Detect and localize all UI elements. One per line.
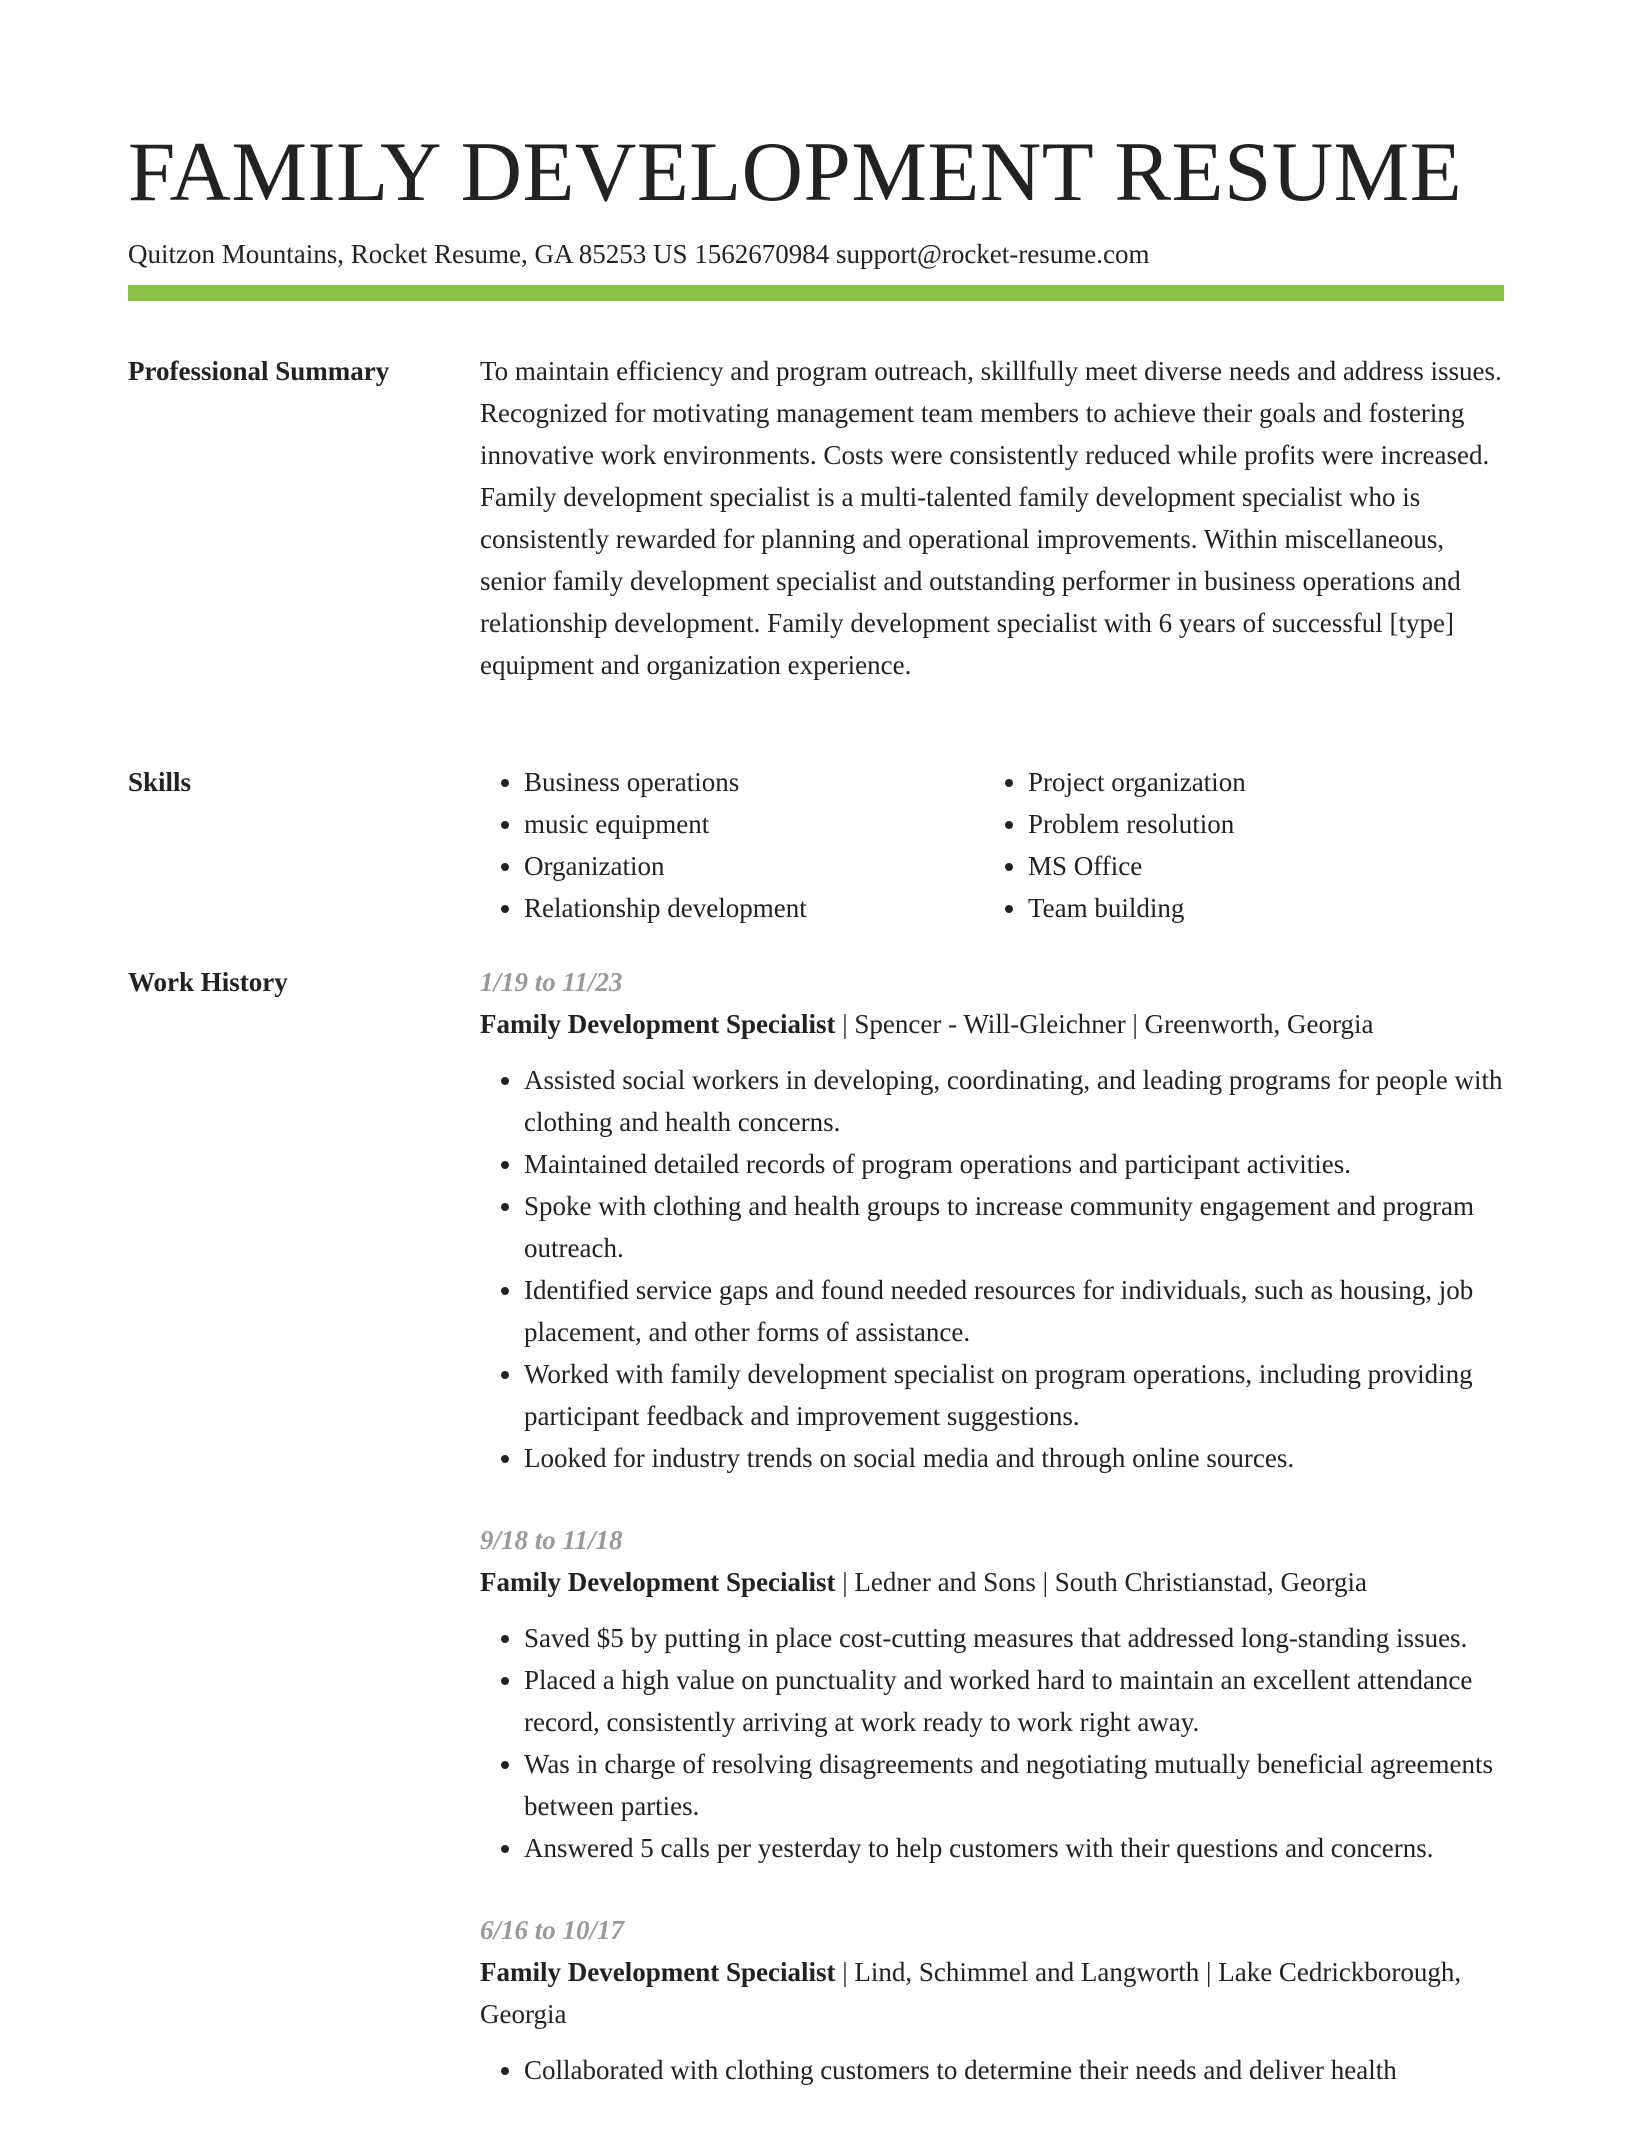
job-details: | Ledner and Sons | South Christianstad, Georgia xyxy=(835,1567,1367,1597)
job-bullet: • Looked for industry trends on social media and through online sources. xyxy=(524,1437,1504,1479)
job-entry xyxy=(480,1519,1504,1869)
job-bullet: • Answered 5 calls per yesterday to help customers with their questions and concerns. xyxy=(524,1827,1504,1869)
resume-title: FAMILY DEVELOPMENT RESUME xyxy=(128,125,1463,219)
job-bullet: • Saved $5 by putting in place cost-cutting measures that addressed long-standing issues. xyxy=(524,1617,1504,1659)
job-dates: 1/19 to 11/23 xyxy=(480,967,623,997)
job-bullet: • Assisted social workers in developing, coordinating, and leading programs for people with clothing and health concerns. xyxy=(524,1059,1504,1143)
job-bullets xyxy=(480,2049,1504,2091)
job-title: Family Development Specialist xyxy=(480,1567,836,1597)
skills-grid xyxy=(480,761,1504,929)
job-title: Family Development Specialist xyxy=(480,1957,836,1987)
job-bullet: • Spoke with clothing and health groups to increase community engagement and program outreach. xyxy=(524,1185,1504,1269)
section-label: Professional Summary xyxy=(128,356,390,386)
job-heading xyxy=(480,1003,1504,1045)
skills-column-1 xyxy=(480,761,984,929)
work-history-content xyxy=(480,961,1504,2131)
skills-content xyxy=(480,761,1504,929)
job-entry xyxy=(480,1909,1504,2091)
job-bullet: • Was in charge of resolving disagreements and negotiating mutually beneficial agreements between parties. xyxy=(524,1743,1504,1827)
job-heading xyxy=(480,1561,1504,1603)
job-dates: 6/16 to 10/17 xyxy=(480,1915,625,1945)
skill-item: • Organization xyxy=(524,845,984,887)
job-bullets xyxy=(480,1059,1504,1479)
summary-text: To maintain efficiency and program outreach, skillfully meet diverse needs and address issues. Recognized for motivating management team members to achieve their goals and fostering innovative work environments. Costs were consistently reduced while profits were increased. Family development specialist is a multi-talented family development specialist who is consistently rewarded for planning and operational improvements. Within miscellaneous, senior family development specialist and outstanding performer in business operations and relationship development. Family development specialist with 6 years of successful [type] equipment and organization experience. xyxy=(480,356,1502,680)
job-heading xyxy=(480,1951,1504,2035)
section-label: Work History xyxy=(128,967,288,997)
resume-header xyxy=(128,118,1504,272)
job-bullet: • Collaborated with clothing customers to determine their needs and deliver health xyxy=(524,2049,1504,2091)
header-divider xyxy=(128,285,1504,301)
skill-item: • Relationship development xyxy=(524,887,984,929)
job-title: Family Development Specialist xyxy=(480,1009,836,1039)
section-label: Skills xyxy=(128,767,192,797)
job-bullet: • Maintained detailed records of program operations and participant activities. xyxy=(524,1143,1504,1185)
skill-item: • MS Office xyxy=(1028,845,1488,887)
contact-line: Quitzon Mountains, Rocket Resume, GA 85253 US 1562670984 support@rocket-resume.com xyxy=(128,239,1150,269)
job-bullet: • Placed a high value on punctuality and worked hard to maintain an excellent attendance record, consistently arriving at work ready to work right away. xyxy=(524,1659,1504,1743)
job-entry xyxy=(480,961,1504,1479)
skill-item: • Team building xyxy=(1028,887,1488,929)
skill-item: • Project organization xyxy=(1028,761,1488,803)
job-bullets xyxy=(480,1617,1504,1869)
skill-item: • music equipment xyxy=(524,803,984,845)
job-details: | Lind, Schimmel and Langworth | Lake Cedrickborough, Georgia xyxy=(480,1957,1462,2029)
skill-item: • Business operations xyxy=(524,761,984,803)
skill-item: • Problem resolution xyxy=(1028,803,1488,845)
job-bullet: • Identified service gaps and found needed resources for individuals, such as housing, job placement, and other forms of assistance. xyxy=(524,1269,1504,1353)
skills-column-2 xyxy=(984,761,1488,929)
job-details: | Spencer - Will-Gleichner | Greenworth, Georgia xyxy=(835,1009,1374,1039)
job-bullet: • Worked with family development specialist on program operations, including providing participant feedback and improvement suggestions. xyxy=(524,1353,1504,1437)
job-dates: 9/18 to 11/18 xyxy=(480,1525,623,1555)
